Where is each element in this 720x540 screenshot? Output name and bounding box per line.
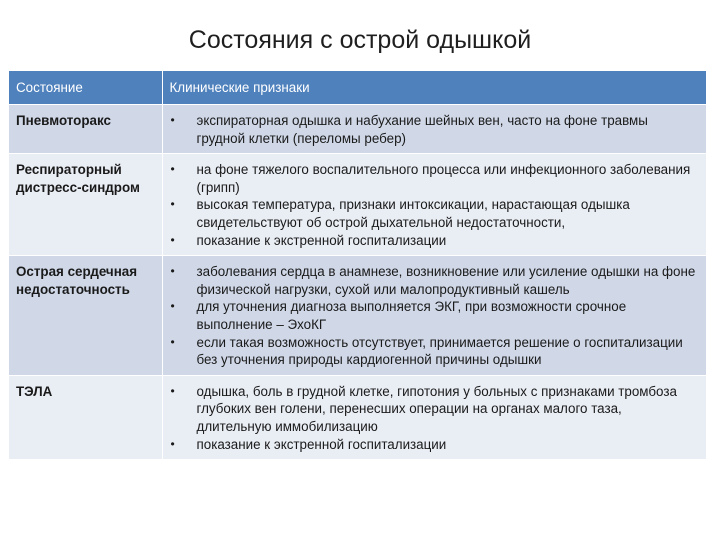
list-item: [170, 196, 700, 231]
sign-text: показание к экстренной госпитализации: [196, 436, 447, 452]
list-item: [170, 334, 700, 369]
clinical-signs-cell: [162, 256, 707, 376]
list-item: [170, 436, 700, 454]
sign-text: одышка, боль в грудной клетке, гипотония у больных с признаками тромбоза глубоких вен голени, перенесших операции на органах малого таза, длительную иммобилизацию: [196, 383, 677, 434]
bullet-icon: •: [170, 436, 175, 451]
conditions-table: [9, 71, 707, 459]
list-item: [170, 298, 700, 333]
list-item: [170, 232, 700, 250]
bullet-icon: •: [170, 162, 175, 177]
signs-list: [170, 383, 700, 453]
sign-text: на фоне тяжелого воспалительного процесса или инфекционного заболевания (грипп): [196, 162, 691, 195]
bullet-icon: •: [170, 334, 175, 349]
condition-name: ТЭЛА: [9, 375, 162, 459]
signs-list: [170, 112, 700, 147]
header-condition: Состояние: [9, 71, 162, 105]
header-clinical-signs: Клинические признаки: [162, 71, 707, 105]
condition-name: Респираторный дистресс-синдром: [9, 154, 162, 256]
bullet-icon: •: [170, 299, 175, 314]
bullet-icon: •: [170, 232, 175, 247]
table-row: [9, 256, 707, 376]
table-row: [9, 154, 707, 256]
table-row: [9, 105, 707, 154]
sign-text: для уточнения диагноза выполняется ЭКГ, при возможности срочное выполнение – ЭхоКГ: [196, 299, 627, 332]
sign-text: если такая возможность отсутствует, принимается решение о госпитализации без уточнения природы кардиогенной причины одышки: [196, 334, 683, 368]
slide-title: Состояния с острой одышкой: [188, 26, 532, 54]
bullet-icon: •: [170, 264, 175, 279]
list-item: [170, 263, 700, 298]
list-item: [170, 161, 700, 196]
list-item: [170, 383, 700, 436]
signs-list: [170, 161, 700, 249]
condition-name: Острая сердечная недостаточность: [9, 256, 162, 376]
table-row: [9, 375, 707, 459]
condition-name: Пневмоторакс: [9, 105, 162, 154]
list-item: [170, 112, 700, 147]
sign-text: заболевания сердца в анамнезе, возникновение или усиление одышки на фоне физической нагрузки, сухой или малопродуктивный кашель: [196, 264, 696, 297]
clinical-signs-cell: [162, 154, 707, 256]
sign-text: экспираторная одышка и набухание шейных вен, часто на фоне травмы грудной клетки (переломы ребер): [196, 113, 648, 146]
sign-text: высокая температура, признаки интоксикации, нарастающая одышка свидетельствуют об острой дыхательной недостаточности,: [196, 197, 630, 230]
clinical-signs-cell: [162, 375, 707, 459]
bullet-icon: •: [170, 383, 175, 398]
signs-list: [170, 263, 700, 369]
table-header-row: [9, 71, 707, 105]
clinical-signs-cell: [162, 105, 707, 154]
bullet-icon: •: [170, 113, 175, 127]
sign-text: показание к экстренной госпитализации: [196, 232, 447, 248]
bullet-icon: •: [170, 197, 175, 212]
